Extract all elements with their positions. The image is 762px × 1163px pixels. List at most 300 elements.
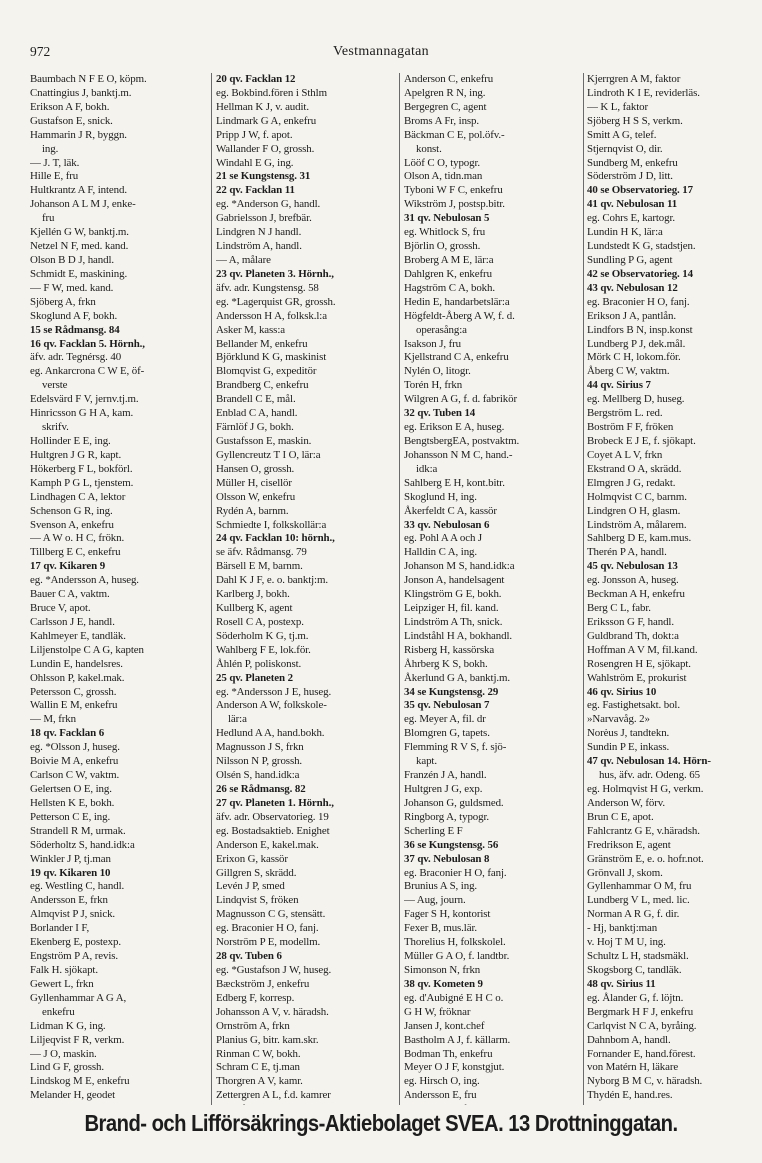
directory-entry: Bärsell E M, barnm.	[216, 560, 303, 573]
directory-entry: Sahlberg D E, kam.mus.	[587, 532, 692, 545]
directory-entry: Zettergren A L, f.d. kamrer	[216, 1089, 331, 1102]
directory-entry: ing.	[42, 142, 59, 155]
directory-entry: Ekstrand O A, skrädd.	[587, 462, 682, 475]
advertisement-footer: Brand- och Lifförsäkrings-Aktiebolaget SVEA. 13 Drottninggatan.	[84, 1110, 678, 1136]
directory-entry: Anderson A W, folkskole-	[216, 699, 327, 712]
directory-entry: Stjernqvist O, dir.	[587, 142, 663, 155]
directory-entry: eg. *Lagerquist GR, grossh.	[216, 295, 336, 308]
directory-entry: Blomgren G, tapets.	[404, 727, 490, 740]
directory-entry: Carlson C W, vaktm.	[30, 769, 120, 782]
directory-entry: 38 qv. Kometen 9	[404, 977, 483, 990]
directory-entry: Erixon G, kassör	[216, 852, 288, 865]
directory-entry: Holmqvist C C, barnm.	[587, 490, 687, 503]
directory-entry: fru	[42, 212, 55, 225]
directory-entry: 36 se Kungstensg. 56	[404, 838, 499, 851]
directory-entry: Björlin O, grossh.	[404, 240, 481, 253]
directory-entry: Lindfors B N, insp.konst	[587, 323, 693, 336]
directory-entry: Ekenberg E, postexp.	[30, 936, 121, 949]
directory-entry: Norman A R G, f. dir.	[587, 908, 680, 921]
directory-entry: Hammarin J R, byggn.	[30, 128, 127, 141]
directory-entry: 34 se Kungstensg. 29	[404, 685, 499, 698]
directory-entry: Skoglund H, ing.	[404, 490, 477, 503]
directory-entry: Smitt A G, telef.	[587, 128, 657, 141]
directory-entry: eg. *Andersson A, huseg.	[30, 574, 139, 587]
directory-entry: Lindhagen C A, lektor	[30, 490, 126, 503]
directory-entry: 18 qv. Facklan 6	[30, 727, 105, 740]
directory-entry: Bruce V, apot.	[30, 602, 91, 615]
directory-entry: Gewert L, frkn	[30, 977, 94, 990]
directory-entry: Norström P E, modellm.	[216, 936, 321, 949]
directory-entry: Edelsvärd F V, jernv.tj.m.	[30, 393, 139, 406]
directory-entry: — J O, maskin.	[30, 1047, 97, 1060]
directory-entry: Bodman Th, enkefru	[404, 1047, 493, 1060]
directory-entry: Lindmark G A, enkefru	[216, 114, 317, 127]
directory-entry: Broms A Fr, insp.	[404, 114, 480, 127]
directory-entry: Tyboni W F C, enkefru	[404, 184, 503, 197]
directory-entry: Anderson E, kakel.mak.	[216, 838, 319, 851]
directory-entry: — Aug, journ.	[404, 894, 466, 907]
directory-entry: Bergegren C, agent	[404, 100, 487, 113]
column-4	[587, 73, 736, 1105]
directory-entry: Sjöberg H S S, verkm.	[587, 114, 683, 127]
directory-entry: eg. Jonsson A, huseg.	[587, 574, 679, 587]
directory-entry: Sahlberg E H, kont.bitr.	[404, 476, 505, 489]
directory-entry: Baumbach N F E O, köpm.	[30, 73, 147, 85]
directory-entry: idk:a	[416, 462, 438, 475]
directory-entry: Schultz L H, stadsmäkl.	[587, 950, 689, 963]
directory-entry: Torén H, frkn	[404, 379, 463, 392]
directory-entry: eg. Whitlock S, fru	[404, 226, 486, 239]
directory-entry: Norėus J, tandtekn.	[587, 727, 670, 740]
directory-entry: Sundin P E, inkass.	[587, 741, 670, 754]
directory-entry: 15 se Rådmansg. 84	[30, 323, 120, 336]
directory-entry: 20 qv. Facklan 12	[216, 73, 296, 85]
directory-entry: äfv. adr. Tegnérsg. 40	[30, 351, 122, 364]
directory-entry: Johansson N M C, hand.-	[404, 448, 513, 461]
directory-entry: 37 qv. Nebulosan 8	[404, 852, 490, 865]
directory-entry: Johanson G, guldsmed.	[404, 796, 504, 809]
directory-entry: 40 se Observatorieg. 17	[587, 184, 693, 197]
directory-entry: Lindgren O H, glasm.	[587, 504, 681, 517]
directory-entry: Liljeqvist F R, verkm.	[30, 1033, 125, 1046]
directory-entry: Bellander M, enkefru	[216, 337, 308, 350]
directory-entry: Åberg C W, vaktm.	[587, 365, 670, 378]
directory-entry: Hansen O, grossh.	[216, 462, 295, 475]
directory-entry: Hultgren J G R, kapt.	[30, 448, 122, 461]
directory-entry: eg. Westling C, handl.	[30, 880, 125, 893]
directory-entry: Brobeck E J E, f. sjökapt.	[587, 434, 696, 447]
directory-entry	[30, 1103, 208, 1105]
directory-entry: Fahlcrantz G E, v.häradsh.	[587, 824, 700, 837]
directory-entry: 24 qv. Facklan 10: hörnh.,	[216, 532, 335, 545]
directory-entry: Lööf C O, typogr.	[404, 156, 481, 169]
directory-entry: Kahlmeyer E, tandläk.	[30, 629, 126, 642]
directory-entry: Thydén E, hand.res.	[587, 1089, 673, 1102]
directory-entry: Hille E, fru	[30, 170, 79, 183]
directory-entry: Therén P A, handl.	[587, 546, 667, 559]
directory-entry: Pripp J W, f. apot.	[216, 128, 293, 141]
directory-entry: 23 qv. Planeten 3. Hörnh.,	[216, 267, 334, 280]
directory-entry: eg. Pohl A A och J	[404, 532, 483, 545]
directory-entry: 35 qv. Nebulosan 7	[404, 699, 490, 712]
directory-entry: Scherling E F	[404, 824, 463, 837]
directory-entry: Guldbrand Th, dokt:a	[587, 629, 679, 642]
page-header	[30, 44, 732, 62]
directory-entry: von Matérn H, läkare	[587, 1061, 679, 1074]
directory-entry: 21 se Kungstensg. 31	[216, 170, 311, 183]
directory-entry: Engström P A, revis.	[30, 950, 119, 963]
directory-entry: Olson A, tidn.man	[404, 170, 483, 183]
street-heading: Vestmannagatan	[333, 44, 429, 59]
directory-entry: 16 qv. Facklan 5. Hörnh.,	[30, 337, 145, 350]
directory-entry: eg. Braconier H O, fanj.	[216, 922, 319, 935]
directory-entry: Kjerrgren A M, faktor	[587, 73, 681, 85]
directory-entry: Johanson M S, hand.idk:a	[404, 560, 515, 573]
directory-entry: Gillgren S, skrädd.	[216, 866, 297, 879]
directory-entry: Melander H, geodet	[30, 1089, 115, 1102]
directory-entry: Netzel N F, med. kand.	[30, 240, 129, 253]
directory-entry: Dahlgren K, enkefru	[404, 267, 492, 280]
directory-entry: Kamph P G L, tjenstem.	[30, 476, 134, 489]
directory-entry: Strandell R M, urmak.	[30, 824, 126, 837]
directory-entry: Halldin C A, ing.	[404, 546, 478, 559]
directory-entry: Lundstedt K G, stadstjen.	[587, 240, 696, 253]
directory-entry: 42 se Observatorieg. 14	[587, 267, 693, 280]
directory-entry: Mörk C H, lokom.för.	[587, 351, 681, 364]
directory-entry: Meyer O J F, konstgjut.	[404, 1061, 505, 1074]
directory-entry: Isakson J, fru	[404, 337, 461, 350]
directory-entry: Lidman K G, ing.	[30, 1019, 106, 1032]
directory-entry: Magnusson J S, frkn	[216, 741, 304, 754]
directory-entry: Andersson E, fru	[404, 1089, 477, 1102]
directory-entry: Kullberg K, agent	[216, 602, 293, 615]
directory-entry: eg. d'Aubigné E H C o.	[404, 991, 504, 1004]
directory-entry: Lindgren N J handl.	[216, 226, 302, 239]
directory-entry: eg. Erikson E A, huseg.	[404, 421, 505, 434]
directory-entry: Ohlsson P, kakel.mak.	[30, 671, 125, 684]
directory-entry: Karlberg J, bokh.	[216, 588, 290, 601]
directory-entry: G H W, fröknar	[404, 1005, 471, 1018]
directory-entry: Bauer C A, vaktm.	[30, 588, 110, 601]
directory-entry: Åhlén P, poliskonst.	[216, 657, 302, 670]
directory-entry: Anderson C, enkefru	[404, 73, 494, 85]
directory-entry: Blomqvist G, expeditör	[216, 365, 317, 378]
directory-entry: Elmgren J G, redakt.	[587, 476, 676, 489]
directory-entry: konst.	[416, 142, 442, 155]
directory-entry: 41 qv. Nebulosan 11	[587, 198, 678, 211]
directory-entry: Söderström J D, litt.	[587, 170, 673, 183]
directory-entry: Wahlberg F E, lok.för.	[216, 643, 311, 656]
directory-entry: Gyllencreutz T I O, lär:a	[216, 448, 321, 461]
directory-entry: äfv. adr. Kungstensg. 58	[216, 281, 319, 294]
directory-entry: Schenson G R, ing.	[30, 504, 113, 517]
directory-entry: Carlqvist N C A, byråing.	[587, 1019, 697, 1032]
directory-entry: Gyllenhammar O M, fru	[587, 880, 692, 893]
directory-entry: Nylén O, litogr.	[404, 365, 471, 378]
directory-entry: Rosell C A, postexp.	[216, 615, 304, 628]
directory-entry: Fexer B, mus.lär.	[404, 922, 478, 935]
directory-entry: Andersson E, frkn	[30, 894, 108, 907]
directory-entry: Flemming R V S, f. sjö-	[404, 741, 507, 754]
directory-entry: Johansson A V, v. häradsh.	[216, 1005, 329, 1018]
directory-entry: eg. Holmqvist H G, verkm.	[587, 783, 704, 796]
directory-entry: v. Hoj T M U, ing.	[587, 936, 666, 949]
directory-entry: Tillberg E C, enkefru	[30, 546, 121, 559]
directory-entry: Söderholtz S, hand.idk:a	[30, 838, 135, 851]
directory-entry: Johanson A L M J, enke-	[30, 198, 136, 211]
directory-entry: Simonson N, frkn	[404, 964, 481, 976]
directory-entry: Boivie M A, enkefru	[30, 755, 119, 768]
directory-entry: Planius G, bitr. kam.skr.	[216, 1033, 319, 1046]
directory-entry: Olsén S, hand.idk:a	[216, 769, 300, 782]
directory-entry: Hollinder E E, ing.	[30, 434, 111, 447]
directory-entry: eg. Bostadsaktieb. Enighet	[216, 824, 330, 837]
directory-entry: Färnlöf J G, bokh.	[216, 421, 294, 434]
directory-entry: Erikson A F, bokh.	[30, 100, 110, 113]
directory-entry: 33 qv. Nebulosan 6	[404, 518, 490, 531]
directory-entry: 28 qv. Tuben 6	[216, 950, 282, 963]
directory-entry: Gustafson E, snick.	[30, 114, 113, 127]
directory-entry: Berg C L, fabr.	[587, 602, 651, 615]
directory-entry: Rydén A, barnm.	[216, 504, 289, 517]
directory-entry: Franzén J A, handl.	[404, 769, 487, 782]
directory-entry: Gabrielsson J, brefbär.	[216, 212, 312, 225]
directory-entry: Carlsson J E, handl.	[30, 615, 115, 628]
directory-entry: eg. Ålander G, f. löjtn.	[587, 991, 684, 1004]
directory-entry: — K L, faktor	[587, 100, 649, 113]
directory-entry: Svenson A, enkefru	[30, 518, 114, 531]
directory-entry: Thorelius H, folkskolel.	[404, 936, 506, 949]
directory-entry: Fornander E, hand.förest.	[587, 1047, 696, 1060]
directory-entry: — M, frkn	[30, 713, 76, 726]
directory-entry: Boström F F, fröken	[587, 421, 674, 434]
column-1	[30, 73, 208, 1105]
directory-entry	[587, 1103, 736, 1105]
directory-entry: Hökerberg F L, bokförl.	[30, 462, 133, 475]
directory-entry: Grönvall J, skom.	[587, 866, 663, 879]
directory-entry: BengtsbergEA, postvaktm.	[404, 434, 520, 447]
directory-entry: Lundin H K, lär:a	[587, 226, 663, 239]
directory-entry: 25 qv. Planeten 2	[216, 671, 293, 684]
directory-entry: Bergström L. red.	[587, 407, 663, 420]
directory-entry: Olsson W, enkefru	[216, 490, 296, 503]
directory-entry: eg. Braconier H O, fanj.	[587, 295, 690, 308]
directory-entry: Söderholm K G, tj.m.	[216, 629, 309, 642]
directory-entry	[404, 1103, 580, 1105]
directory-entry: Schmiedte I, folkskollär:a	[216, 518, 327, 531]
directory-entry: se äfv. Rådmansg. 79	[216, 546, 307, 559]
directory-entry: Lindström A, handl.	[216, 240, 302, 253]
directory-entry: Lindqvist S, fröken	[216, 894, 299, 907]
directory-entry: Hedin E, handarbetslär:a	[404, 295, 510, 308]
directory-entry: Hellman K J, v. audit.	[216, 100, 309, 113]
directory-entry: »Narvavåg. 2»	[587, 713, 650, 726]
directory-entry: Nilsson N P, grossh.	[216, 755, 303, 768]
directory-entry: Fager S H, kontorist	[404, 908, 491, 921]
directory-entry: 19 qv. Kikaren 10	[30, 866, 111, 879]
directory-entry: Müller G A O, f. landtbr.	[404, 950, 510, 963]
directory-entry: Skoglund A F, bokh.	[30, 309, 118, 322]
directory-entry: Schmidt E, maskining.	[30, 267, 128, 280]
directory-entry: eg. *Gustafson J W, huseg.	[216, 964, 332, 976]
directory-entry: Wahlström E, prokurist	[587, 671, 687, 684]
directory-entry: eg. *Olsson J, huseg.	[30, 741, 120, 754]
directory-entry: 26 se Rådmansg. 82	[216, 783, 306, 796]
directory-entry: Åkerlund G A, banktj.m.	[404, 671, 510, 684]
directory-entry: Hedlund A A, hand.bokh.	[216, 727, 325, 740]
directory-entry: Lindståhl H A, bokhandl.	[404, 629, 513, 642]
directory-entry: Hoffman A V M, fil.kand.	[587, 643, 698, 656]
directory-entry: Bergmark H F J, enkefru	[587, 1005, 694, 1018]
page-number: 972	[30, 44, 51, 59]
directory-entry: eg. Fastighetsakt. bol.	[587, 699, 680, 712]
directory-entry: Brandberg C, enkefru	[216, 379, 309, 392]
directory-entry: Nyborg B M C, v. häradsh.	[587, 1075, 703, 1088]
directory-entry: Windahl E G, ing.	[216, 156, 294, 169]
directory-entry: Jonson A, handelsagent	[404, 574, 505, 587]
directory-entry: Eriksson G F, handl.	[587, 615, 674, 628]
directory-entry: Kjellstrand C A, enkefru	[404, 351, 509, 364]
directory-entry: 44 qv. Sirius 7	[587, 379, 651, 392]
directory-entry: Beckman A H, enkefru	[587, 588, 685, 601]
directory-entry: Asker M, kass:a	[216, 323, 285, 336]
directory-entry: 47 qv. Nebulosan 14. Hörn-	[587, 755, 711, 768]
directory-entry: Lindskog M E, enkefru	[30, 1075, 130, 1088]
directory-entry: Brunius A S, ing.	[404, 880, 478, 893]
directory-entry: 31 qv. Nebulosan 5	[404, 212, 490, 225]
directory-entry: 45 qv. Nebulosan 13	[587, 560, 678, 573]
directory-entry: Sundberg M, enkefru	[587, 156, 678, 169]
column-2	[216, 73, 396, 1105]
directory-entry: Gelertsen O E, ing.	[30, 783, 112, 796]
directory-entry: Edberg F, korresp.	[216, 991, 295, 1004]
directory-entry: eg. *Andersson J E, huseg.	[216, 685, 332, 698]
directory-entry: Lind G F, grossh.	[30, 1061, 104, 1074]
directory-entry: 48 qv. Sirius 11	[587, 977, 656, 990]
directory-entry: — A W o. H C, frökn.	[30, 532, 125, 545]
directory-entry: Broberg A M E, lär:a	[404, 253, 494, 266]
directory-entry: Hultgren J G, exp.	[404, 783, 483, 796]
directory-entry: hus, äfv. adr. Odeng. 65	[599, 769, 700, 782]
directory-entry: Enblad C A, handl.	[216, 407, 298, 420]
directory-entry: Coyet A L V, frkn	[587, 448, 663, 461]
directory-entry: eg. Cohrs E, kartogr.	[587, 212, 676, 225]
directory-entry: Lundberg V L, med. lic.	[587, 894, 690, 907]
directory-entry: Müller H, cisellör	[216, 476, 292, 489]
directory-entry: Klingström G E, bokh.	[404, 588, 502, 601]
directory-entry: verste	[42, 379, 68, 392]
directory-entry: Åhrberg K S, bokh.	[404, 657, 488, 670]
directory-columns	[30, 73, 736, 1105]
directory-entry: Wilgren A G, f. d. fabrikör	[404, 393, 518, 406]
column-divider	[211, 73, 212, 1105]
directory-entry: Olson B D J, handl.	[30, 253, 115, 266]
directory-entry: Ringborg A, typogr.	[404, 810, 490, 823]
directory-entry: enkefru	[42, 1005, 75, 1018]
directory-entry: Rosengren H E, sjökapt.	[587, 657, 691, 670]
directory-entry: 22 qv. Facklan 11	[216, 184, 295, 197]
directory-entry: eg. Ankarcrona C W E, öf-	[30, 365, 145, 378]
directory-entry: Bäckman C E, pol.öfv.-	[404, 128, 505, 141]
directory-entry: operasång:a	[416, 323, 467, 336]
directory-entry: — F W, med. kand.	[30, 281, 114, 294]
directory-entry: Petersson C, grossh.	[30, 685, 117, 698]
directory-entry: 43 qv. Nebulosan 12	[587, 281, 678, 294]
directory-entry: Skogsborg C, tandläk.	[587, 964, 682, 976]
column-divider	[583, 73, 584, 1105]
directory-entry: Kjellén G W, banktj.m.	[30, 226, 129, 239]
directory-entry: Cnattingius J, banktj.m.	[30, 86, 132, 99]
directory-entry: Lindström A Th, snick.	[404, 615, 503, 628]
directory-entry: Sundling P G, agent	[587, 253, 673, 266]
directory-entry: kapt.	[416, 755, 437, 768]
directory-entry: Hellsten K E, bokh.	[30, 796, 115, 809]
directory-entry: Lundberg P J, dek.mål.	[587, 337, 686, 350]
directory-entry: Risberg H, kassörska	[404, 643, 495, 656]
directory-entry: Ornström A, frkn	[216, 1019, 290, 1032]
directory-entry: Anderson W, förv.	[587, 796, 666, 809]
directory-entry: - Hj, banktj:man	[587, 922, 658, 935]
directory-entry: Dahnbom A, handl.	[587, 1033, 671, 1046]
directory-entry: Sjöberg A, frkn	[30, 295, 96, 308]
directory-entry: äfv. adr. Observatorieg. 19	[216, 810, 329, 823]
directory-entry: Björklund K G, maskinist	[216, 351, 327, 364]
directory-entry: Borlander I F,	[30, 922, 90, 935]
directory-entry: eg. Braconier H O, fanj.	[404, 866, 507, 879]
directory-entry: Högfeldt-Åberg A W, f. d.	[404, 309, 515, 322]
directory-entry: skrifv.	[42, 421, 69, 434]
directory-entry: Wallander F O, grossh.	[216, 142, 315, 155]
directory-entry: — J. T, läk.	[30, 156, 80, 169]
directory-entry: Hinricsson G H A, kam.	[30, 407, 134, 420]
directory-entry: Hagström C A, bokh.	[404, 281, 495, 294]
directory-entry: Gustafsson E, maskin.	[216, 434, 312, 447]
directory-entry: Wikström J, postsp.bitr.	[404, 198, 505, 211]
directory-entry: Gränström E, e. o. hofr.not.	[587, 852, 704, 865]
directory-entry: Apelgren R N, ing.	[404, 86, 486, 99]
column-3	[404, 73, 580, 1105]
directory-entry: Fredrikson E, agent	[587, 838, 671, 851]
directory-entry: Almqvist P J, snick.	[30, 908, 116, 921]
directory-entry: Gyllenhammar A G A,	[30, 991, 127, 1004]
directory-entry: Wallin E M, enkefru	[30, 699, 118, 712]
directory-entry: Andersson H A, folksk.l:a	[216, 309, 327, 322]
column-divider	[399, 73, 400, 1105]
directory-entry: Brun C E, apot.	[587, 810, 654, 823]
directory-entry: Jansen J, kont.chef	[404, 1019, 485, 1032]
directory-entry: Rinman C W, bokh.	[216, 1047, 301, 1060]
directory-entry: Erikson J A, pantlån.	[587, 309, 676, 322]
directory-entry: Dahl K J F, e. o. banktj:m.	[216, 574, 328, 587]
directory-entry: Levén J P, smed	[216, 880, 285, 893]
directory-entry	[216, 1103, 396, 1105]
directory-entry: eg. Mellberg D, huseg.	[587, 393, 685, 406]
directory-entry: 32 qv. Tuben 14	[404, 407, 476, 420]
directory-entry: Leipziger H, fil. kand.	[404, 602, 499, 615]
directory-entry: lär:a	[228, 713, 247, 726]
directory-entry: eg. Hirsch O, ing.	[404, 1075, 480, 1088]
directory-entry: Liljenstolpe C A G, kapten	[30, 643, 144, 656]
directory-entry: Falk H. sjökapt.	[30, 964, 98, 976]
directory-entry: 46 qv. Sirius 10	[587, 685, 657, 698]
directory-entry: Lundin E, handelsres.	[30, 657, 123, 670]
directory-entry: eg. Bokbind.fören i Sthlm	[216, 86, 327, 99]
directory-entry: Bæckström J, enkefru	[216, 977, 310, 990]
directory-entry: Lindström A, målarem.	[587, 518, 687, 531]
directory-entry: — A, målare	[216, 253, 271, 266]
directory-entry: Hultkrantz A F, intend.	[30, 184, 127, 197]
directory-entry: Winkler J P, tj.man	[30, 852, 111, 865]
